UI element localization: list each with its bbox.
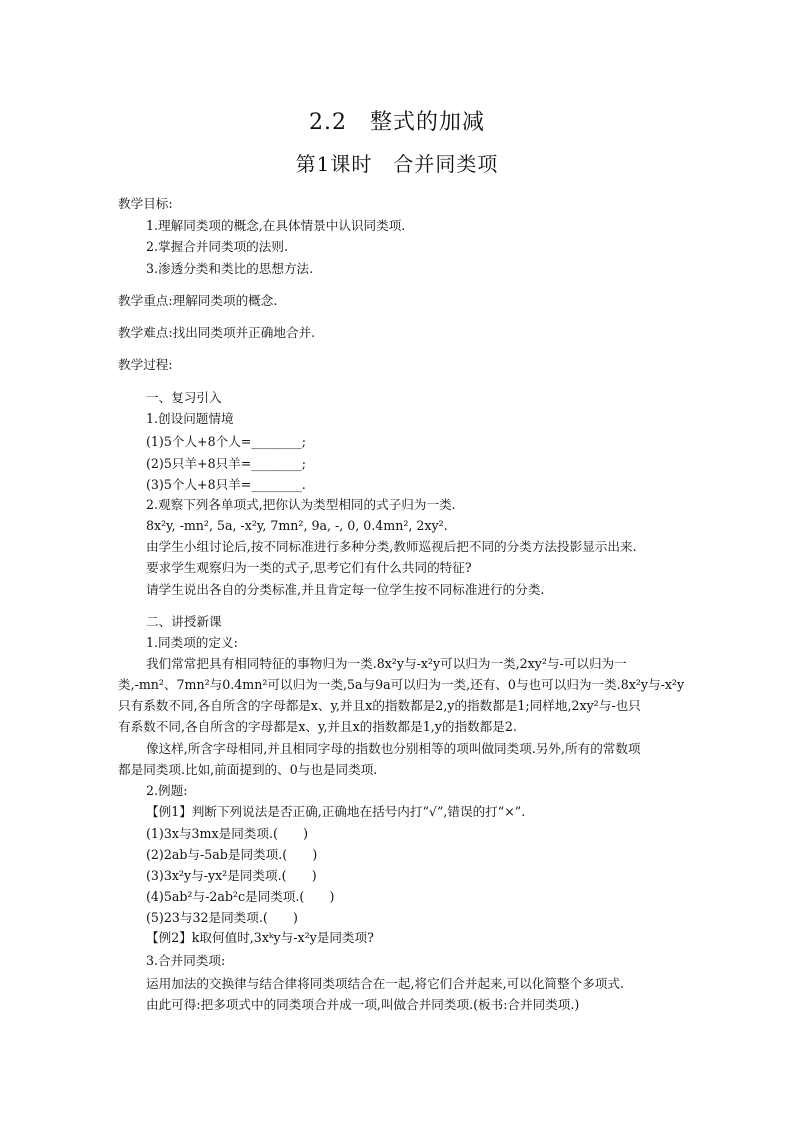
- part1-step2: 2.观察下列各单项式,把你认为类型相同的式子归为一类.: [146, 497, 456, 512]
- example1-item: (2)2ab与-5ab是同类项.( ): [146, 847, 318, 862]
- example1-item: (3)3x²y与-yx²是同类项.( ): [146, 868, 317, 883]
- part1-title: 一、复习引入: [146, 390, 222, 405]
- example2: 【例2】k取何值时,3xᵏy与-x²y是同类项?: [146, 930, 374, 945]
- part2-step2: 2.例题:: [146, 783, 188, 798]
- example1-item: (4)5ab²与-2ab²c是同类项.( ): [146, 889, 335, 904]
- lesson-title: 第1课时 合并同类项: [295, 152, 499, 176]
- section-title: 2.2 整式的加减: [309, 110, 485, 135]
- merge-paragraph: 由此可得:把多项式中的同类项合并成一项,叫做合并同类项.(板书:合并同类项.): [146, 997, 580, 1012]
- monomial-list: 8x²y, -mn², 5a, -x²y, 7mn², 9a, -, 0, 0.4mn², 2xy².: [146, 518, 448, 533]
- question: (1)5个人+8个人=________;: [146, 434, 306, 449]
- goal-item: 1.理解同类项的概念,在具体情景中认识同类项.: [146, 218, 406, 233]
- goals-label: 教学目标:: [118, 196, 173, 211]
- definition-line: 有系数不同,各自所含的字母都是x、y,并且x的指数都是1,y的指数都是2.: [118, 719, 517, 734]
- example1-item: (5)23与32是同类项.( ): [146, 910, 298, 925]
- definition-line: 像这样,所含字母相同,并且相同字母的指数也分别相等的项叫做同类项.另外,所有的常数项: [146, 741, 641, 756]
- definition-line: 类,-mn²、7mn²与0.4mn²可以归为一类,5a与9a可以归为一类,还有、0与也可以归为一类.8x²y与-x²y: [118, 677, 685, 692]
- definition-line: 都是同类项.比如,前面提到的、0与也是同类项.: [118, 762, 378, 777]
- paragraph: 要求学生观察归为一类的式子,思考它们有什么共同的特征?: [146, 560, 472, 575]
- example1-title: 【例1】判断下列说法是否正确,正确地在括号内打“√”,错误的打“×”.: [146, 804, 526, 819]
- process-label: 教学过程:: [118, 357, 173, 372]
- question: (2)5只羊+8只羊=________;: [146, 456, 306, 471]
- definition-line: 我们常常把具有相同特征的事物归为一类.8x²y与-x²y可以归为一类,2xy²与-可以归为一: [146, 656, 627, 671]
- paragraph: 请学生说出各自的分类标准,并且肯定每一位学生按不同标准进行的分类.: [146, 582, 545, 597]
- example1-item: (1)3x与3mx是同类项.( ): [146, 826, 308, 841]
- part2-step1: 1.同类项的定义:: [146, 635, 238, 650]
- question: (3)5个人+8只羊=________.: [146, 477, 306, 492]
- definition-line: 只有系数不同,各自所含的字母都是x、y,并且x的指数都是2,y的指数都是1;同样地,2xy²与-也只: [118, 698, 641, 713]
- part2-title: 二、讲授新课: [146, 614, 222, 629]
- paragraph: 由学生小组讨论后,按不同标准进行多种分类,教师巡视后把不同的分类方法投影显示出来.: [146, 539, 637, 554]
- part2-step3: 3.合并同类项:: [146, 953, 226, 968]
- part1-step1: 1.创设问题情境: [146, 411, 234, 426]
- merge-paragraph: 运用加法的交换律与结合律将同类项结合在一起,将它们合并起来,可以化简整个多项式.: [146, 976, 624, 991]
- goal-item: 2.掌握合并同类项的法则.: [146, 239, 288, 254]
- teaching-focus: 教学重点:理解同类项的概念.: [118, 293, 278, 308]
- teaching-difficulty: 教学难点:找出同类项并正确地合并.: [118, 325, 316, 340]
- goal-item: 3.渗透分类和类比的思想方法.: [146, 261, 314, 276]
